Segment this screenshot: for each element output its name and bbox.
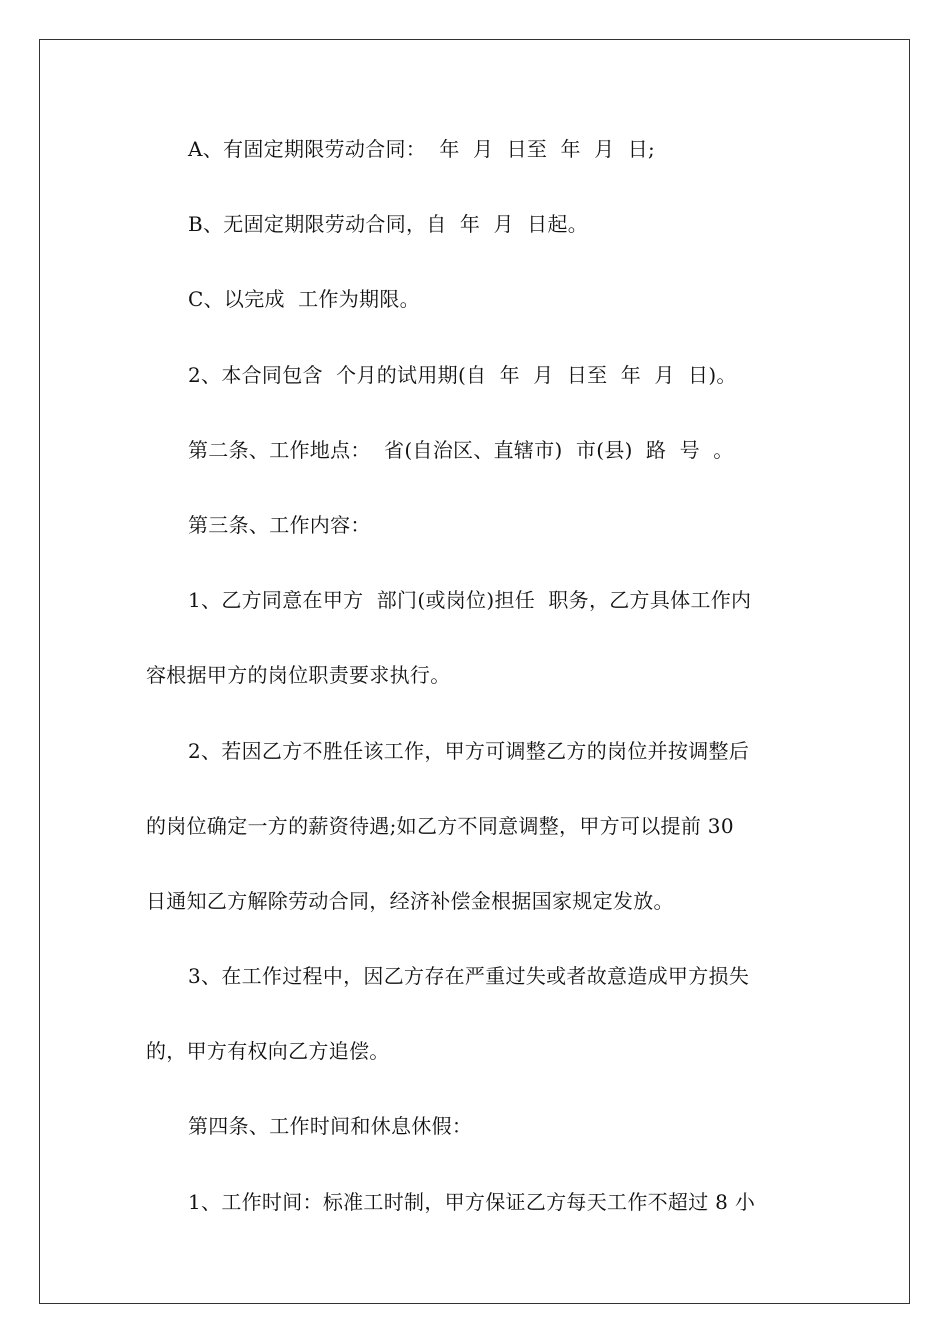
text-line: 1、乙方同意在甲方 部门(或岗位)担任 职务，乙方具体工作内	[188, 588, 752, 613]
text-line: 1、工作时间：标准工时制，甲方保证乙方每天工作不超过 8 小	[188, 1189, 756, 1214]
text-line: 的，甲方有权向乙方追偿。	[146, 1039, 390, 1064]
text-line: 3、在工作过程中，因乙方存在严重过失或者故意造成甲方损失	[188, 964, 750, 989]
text-line: 日通知乙方解除劳动合同，经济补偿金根据国家规定发放。	[146, 888, 674, 913]
text-line: 容根据甲方的岗位职责要求执行。	[146, 663, 451, 688]
section-heading: 第三条、工作内容：	[188, 512, 371, 537]
text-line: 2、本合同包含 个月的试用期(自 年 月 日至 年 月 日)。	[188, 362, 737, 387]
text-line: 第二条、工作地点： 省(自治区、直辖市) 市(县) 路 号 。	[188, 437, 734, 462]
text-line: 2、若因乙方不胜任该工作，甲方可调整乙方的岗位并按调整后	[188, 738, 750, 763]
text-line: B、无固定期限劳动合同，自 年 月 日起。	[188, 212, 589, 237]
document-body	[146, 112, 806, 1240]
text-line: A、有固定期限劳动合同： 年 月 日至 年 月 日;	[188, 137, 656, 161]
text-line: C、以完成 工作为期限。	[188, 287, 420, 312]
section-heading: 第四条、工作时间和休息休假：	[188, 1114, 473, 1139]
text-line: 的岗位确定一方的薪资待遇;如乙方不同意调整，甲方可以提前 30	[146, 813, 734, 838]
